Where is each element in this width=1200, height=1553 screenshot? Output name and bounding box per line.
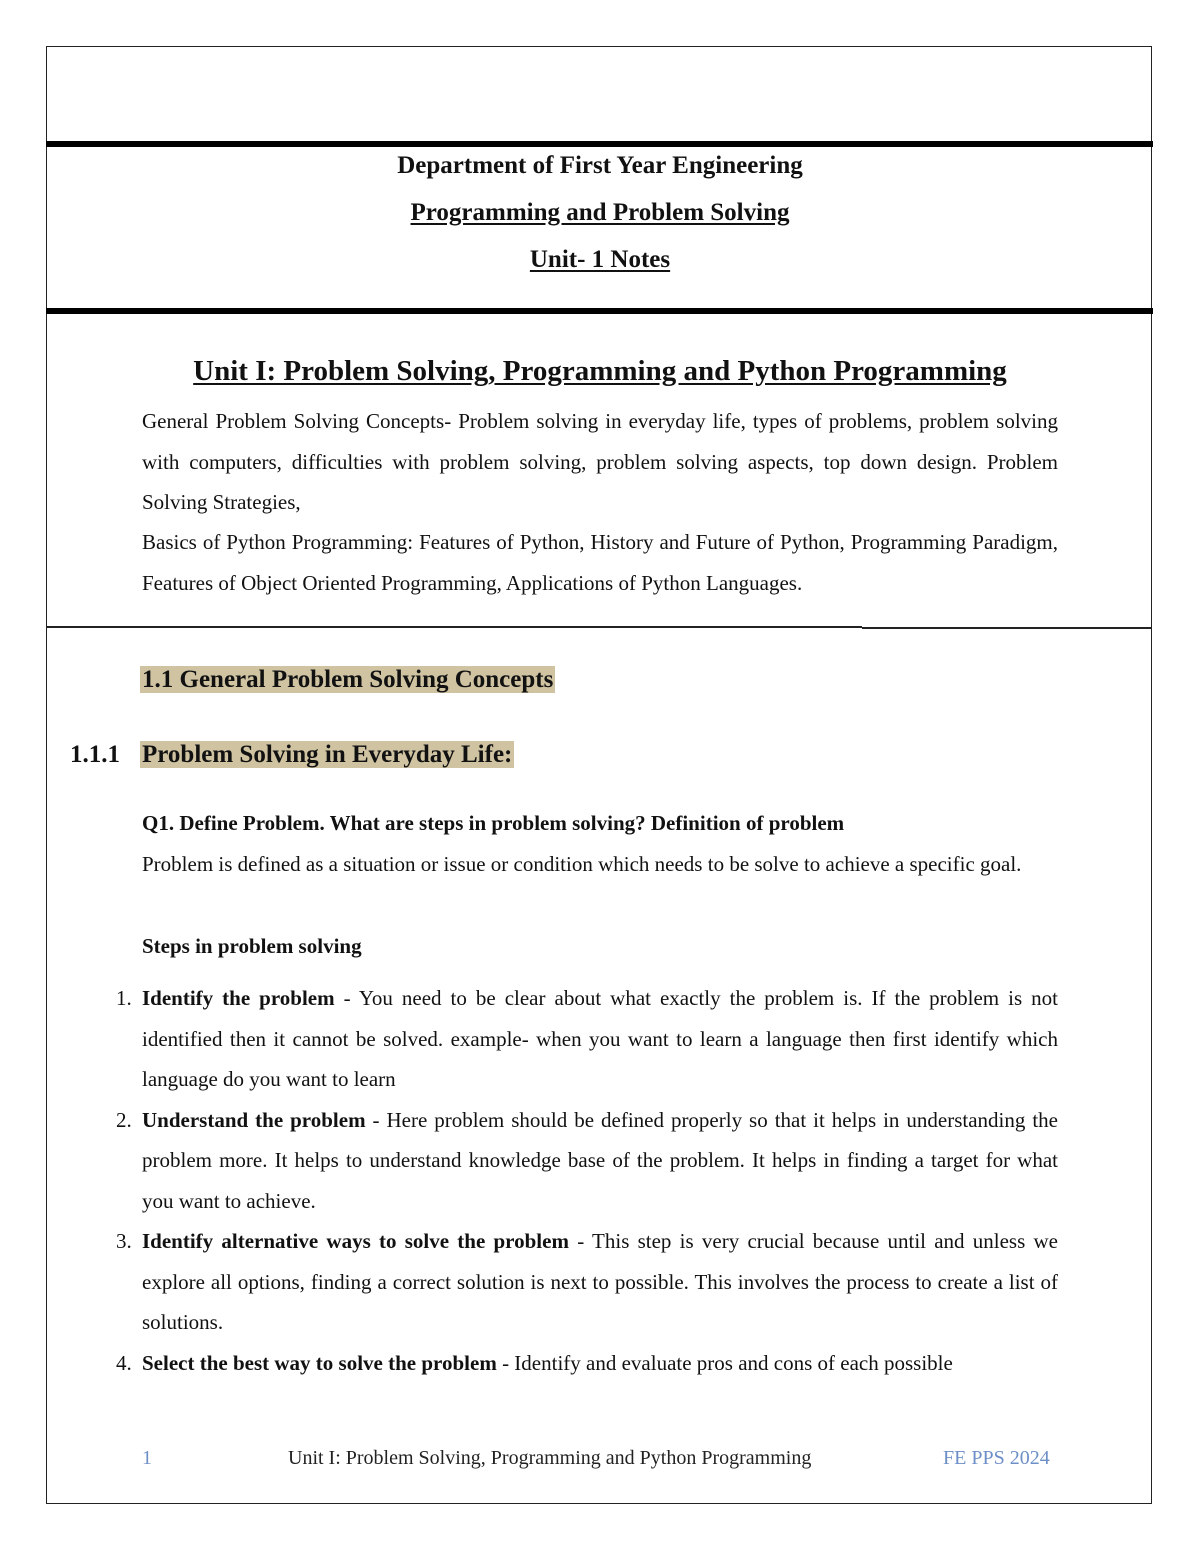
subsection-number: 1.1.1 (70, 741, 120, 768)
list-item (116, 1221, 1058, 1343)
step-text: - This step is very crucial because until and unless we explore all options, finding a correct solution is next to possible. This involves the process to create a list of solutions. (142, 1229, 1058, 1334)
step-title: Select the best way to solve the problem (142, 1350, 497, 1375)
step-number: 2. (116, 1107, 132, 1132)
question-title: Q1. Define Problem. What are steps in problem solving? Definition of problem (142, 811, 845, 835)
syllabus-divider-left (46, 626, 862, 628)
syllabus-divider-right (862, 627, 1152, 629)
section-heading: 1.1 General Problem Solving Concepts (142, 666, 554, 693)
department-title: Department of First Year Engineering (397, 152, 803, 179)
unit-title: Unit I: Problem Solving, Programming and Python Programming (193, 355, 1007, 387)
footer-right-label: FE PPS 2024 (943, 1447, 1050, 1469)
header-top-rule (46, 141, 1153, 147)
header-bottom-rule (46, 308, 1153, 314)
course-title: Programming and Problem Solving (410, 199, 790, 226)
unit-notes-wrap (0, 245, 1200, 275)
unit-notes-title: Unit- 1 Notes (529, 246, 671, 273)
list-item (116, 1100, 1058, 1222)
list-item (116, 978, 1058, 1100)
steps-list (116, 978, 1058, 1383)
step-text: - You need to be clear about what exactly the problem is. If the problem is not identified then it cannot be solved. example- when you want to learn a language then first identify which language do you want to learn (142, 986, 1058, 1091)
section-heading-wrap (140, 664, 555, 696)
syllabus-para-2: Basics of Python Programming: Features of Python, History and Future of Python, Programming Paradigm, Features of Object Oriented Programming, Applications of Python Languages. (142, 530, 1058, 595)
step-title: Understand the problem (142, 1107, 366, 1132)
step-title: Identify the problem (142, 986, 335, 1010)
footer-page-number: 1 (142, 1447, 152, 1469)
step-text: - Here problem should be defined properly so that it helps in understanding the problem more. It helps to understand knowledge base of the problem. It helps in finding a target for what you want to achieve. (142, 1107, 1058, 1213)
list-item (116, 1343, 1058, 1384)
syllabus-para-1: General Problem Solving Concepts- Problem solving in everyday life, types of problems, problem solving with computers, difficulties with problem solving, problem solving aspects, top down design. Problem Solving Strategies, (142, 409, 1058, 514)
subsection-heading-wrap (140, 739, 514, 771)
step-title: Identify alternative ways to solve the problem (142, 1229, 569, 1253)
problem-definition: Problem is defined as a situation or issue or condition which needs to be solve to achieve a specific goal. (142, 852, 1022, 876)
course-title-wrap (0, 198, 1200, 228)
step-number: 1. (116, 986, 132, 1010)
step-number: 4. (116, 1350, 132, 1375)
footer-center-title: Unit I: Problem Solving, Programming and Python Programming (288, 1447, 812, 1469)
subsection-heading: Problem Solving in Everyday Life: (142, 741, 513, 768)
steps-label: Steps in problem solving (142, 934, 362, 958)
step-text: - Identify and evaluate pros and cons of each possible (496, 1350, 953, 1375)
step-number: 3. (116, 1229, 132, 1253)
